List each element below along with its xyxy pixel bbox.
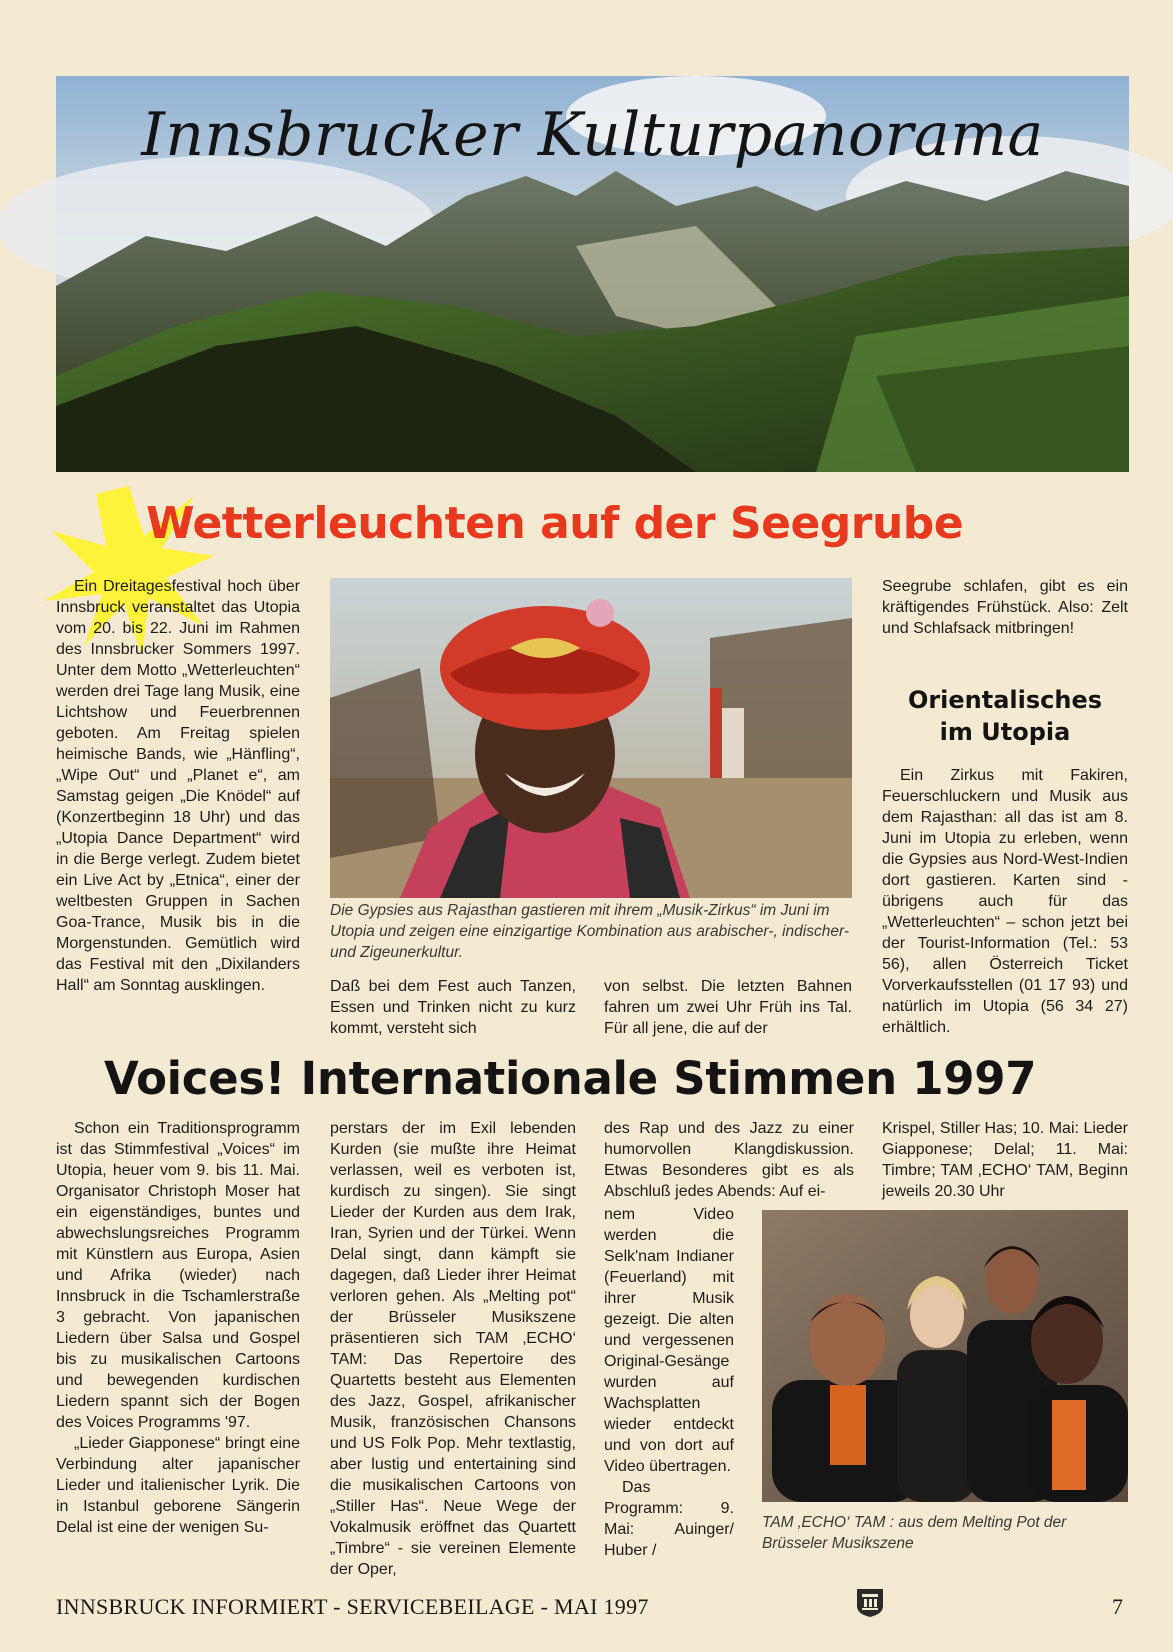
article-voices-column-2	[330, 1118, 576, 1578]
article-orientalisches-body	[882, 765, 1128, 1036]
paragraph: Schon ein Traditionsprogramm ist das Stimmfestival „Voices“ im Utopia, heuer vom 9. bis 11. Mai. Organisator Christoph Moser hat ein eigenständiges, buntes und abwechslungsreiches Programm mit Künstlern aus Europa, Asien und Afrika (wieder) nach Innsbruck in die Tschamlerstraße 3 gebracht. Von japanischen Liedern über Salsa und Gospel bis zu musikalischen Cartoons und bewegenden kurdischen Liedern spannt sich der Bogen des Voices Programms '97.	[56, 1120, 300, 1431]
article-wetterleuchten-column-3	[604, 976, 852, 1037]
paragraph: Daß bei dem Fest auch Tanzen, Essen und Trinken nicht zu kurz kommt, versteht sich	[330, 978, 576, 1037]
article-voices-column-4	[882, 1118, 1128, 1204]
gypsy-photo-caption: Die Gypsies aus Rajasthan gastieren mit ihrem „Musik-Zirkus“ im Juni im Utopia und zeigen eine einzigartige Kombination aus arabischer-, indischer- und Zigeunerkultur.	[330, 902, 849, 961]
paragraph: von selbst. Die letzten Bahnen fahren um zwei Uhr Früh ins Tal. Für all jene, die auf der	[604, 978, 852, 1037]
paragraph: Krispel, Stiller Has; 10. Mai: Lieder Giapponese; Delal; 11. Mai: Timbre; TAM ‚ECHO‘ TAM, Beginn jeweils 20.30 Uhr	[882, 1120, 1128, 1200]
article-voices-column-3-narrow	[604, 1204, 734, 1559]
rajasthan-performer-image	[330, 578, 852, 898]
article-voices-column-1	[56, 1118, 300, 1554]
banner-title: Innsbrucker Kulturpanorama	[141, 100, 1044, 170]
paragraph: nem Video werden die Selk'nam Indianer (Feuerland) mit ihrer Musik gezeigt. Die alten und vergessenen Original-Gesänge wurden auf Wachsplatten wieder entdeckt und von dort auf Video übertragen.	[604, 1206, 734, 1475]
article-wetterleuchten-column-2	[330, 976, 576, 1037]
paragraph: Seegrube schlafen, gibt es ein kräftigendes Frühstück. Also: Zelt und Schlafsack mitbringen!	[882, 578, 1128, 637]
tam-echo-tam-photo	[762, 1210, 1128, 1502]
article-voices-column-3-top	[604, 1118, 854, 1204]
paragraph: Das Programm: 9. Mai: Auinger/ Huber /	[604, 1479, 734, 1559]
tam-echo-tam-caption: TAM ‚ECHO‘ TAM : aus dem Melting Pot der Brüsseler Musikszene	[762, 1514, 1067, 1552]
headline-line-1: Orientalisches	[907, 686, 1103, 714]
city-crest-icon	[856, 1588, 884, 1618]
headline-voices: Voices! Internationale Stimmen 1997	[104, 1052, 1037, 1105]
paragraph: perstars der im Exil lebenden Kurden (sie mußte ihre Heimat verlassen, weil es verboten ist, kurdisch zu singen). Sie singt Lieder der Kurden aus dem Irak, Iran, Syrien und der Türkei. Wenn Delal singt, dann kämpft sie dagegen, daß Lieder ihrer Heimat verloren gehen. Als „Melting pot“ der Brüsseler Musikszene präsentieren sich TAM ‚ECHO‘ TAM: Das Repertoire des Quartetts besteht aus Elementen des Jazz, Gospel, afrikanischer Musik, französischen Chansons und US Folk Pop. Mehr textlastig, aber lustig und entertaining sind die musikalischen Cartoons von „Stiller Has“. Neue Wege der Vokalmusik eröffnet das Quartett „Timbre“ - sie vereinen Elemente der Oper,	[330, 1120, 576, 1578]
gypsy-photo	[330, 578, 852, 898]
headline-line-2: im Utopia	[939, 718, 1071, 746]
banner-image	[56, 76, 1129, 472]
headline-wetterleuchten: Wetterleuchten auf der Seegrube	[146, 498, 964, 549]
article-wetterleuchten-column-1	[56, 576, 300, 1032]
paragraph: „Lieder Giapponese“ bringt eine Verbindung alter japanischer Lieder und italienischer Lyrik. Die in Istanbul geborene Sängerin Delal ist eine der wenigen Su-	[56, 1435, 300, 1536]
headline-orientalisches	[882, 684, 1128, 748]
footer-publication: INNSBRUCK INFORMIERT - SERVICEBEILAGE - MAI 1997	[56, 1594, 649, 1619]
paragraph: des Rap und des Jazz zu einer humorvollen Klangdiskussion. Etwas Besonderes gibt es als Abschluß jedes Abends: Auf ei-	[604, 1120, 854, 1200]
quartet-group-image	[762, 1210, 1128, 1502]
paragraph: Ein Dreitagesfestival hoch über Innsbruck veranstaltet das Utopia vom 20. bis 22. Juni im Rahmen des Innsbrucker Sommers 1997. Unter dem Motto „Wetterleuchten“ werden drei Tage lang Musik, eine Lichtshow und Feuerbrennen geboten. Am Freitag spielen heimische Bands, wie „Hänfling“, „Wipe Out“ und „Planet e“, am Samstag geigen „Die Knödel“ auf (Konzertbeginn 18 Uhr) und das „Utopia Dance Department“ wird in die Berge verlegt. Zudem bietet ein Live Act by „Etnica“, einer der weltbesten Gruppen in Sachen Goa-Trance, Musik bis in die Morgenstunden. Gemütlich wird das Festival mit den „Dixilanders Hall“ am Sonntag ausklingen.	[56, 578, 300, 994]
paragraph: Ein Zirkus mit Fakiren, Feuerschluckern und Musik aus dem Rajasthan: all das ist am 8. Juni im Utopia zu erleben, wenn die Gypsies aus Nord-West-Indien dort gastieren. Karten sind - übrigens auch für das „Wetterleuchten“ – schon jetzt bei der Tourist-Information (Tel.: 53 56), allen Österreich Ticket Vorverkaufsstellen (01 17 93) und natürlich im Utopia (56 34 27) erhältlich.	[882, 767, 1128, 1036]
page-number: 7	[1112, 1594, 1123, 1619]
article-wetterleuchten-column-4	[882, 576, 1128, 662]
